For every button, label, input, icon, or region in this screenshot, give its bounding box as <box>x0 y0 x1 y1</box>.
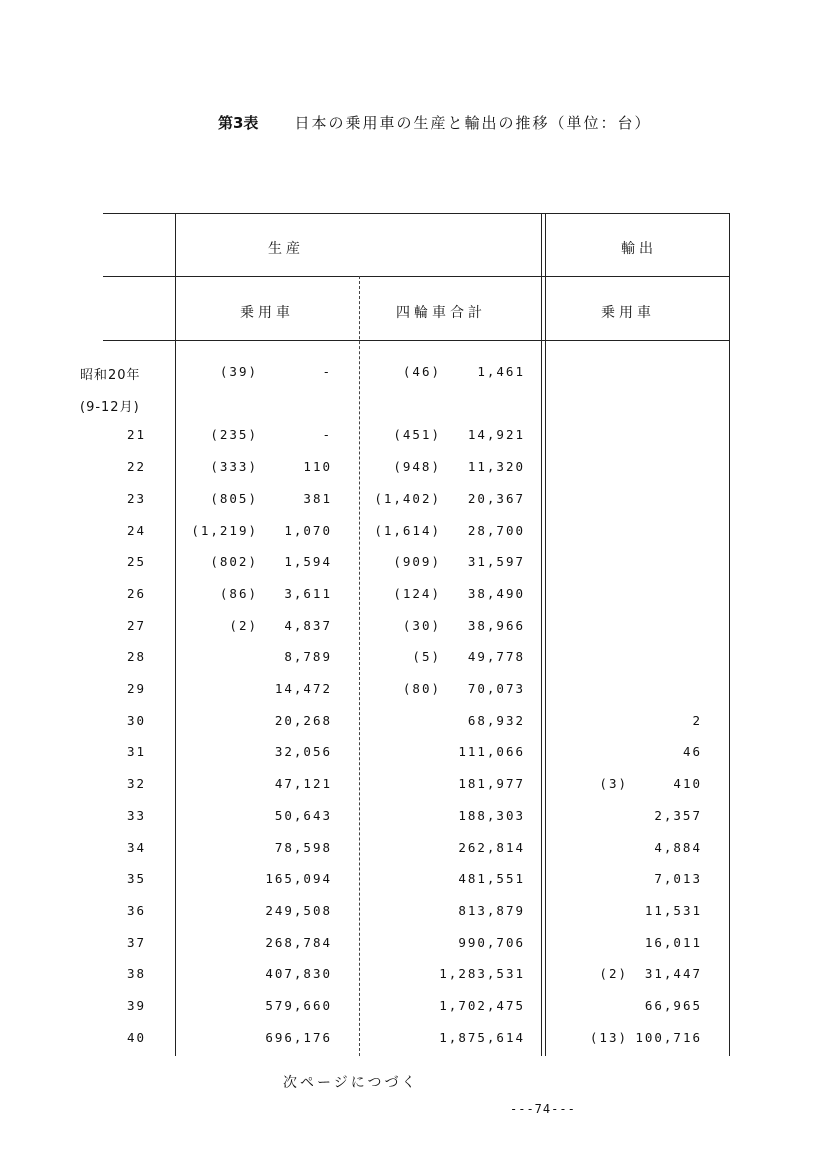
year-cell: 32 <box>126 776 146 792</box>
passenger-car-cell: 696,176 <box>265 1029 332 1045</box>
four-wheel-paren-cell: (948) <box>393 459 441 475</box>
passenger-car-paren-cell: (2) <box>229 617 258 633</box>
passenger-car-cell: 579,660 <box>265 998 332 1013</box>
export-cell: 66,965 <box>644 998 702 1013</box>
four-wheel-total-cell: 813,879 <box>458 902 525 918</box>
table-title-text: 日本の乗用車の生産と輸出の推移（単位：台） <box>294 114 652 132</box>
table-subheader-rule <box>103 340 730 341</box>
four-wheel-total-cell: 49,778 <box>467 649 525 665</box>
table-header-rule <box>103 276 730 277</box>
header-export: 輸出 <box>621 241 657 257</box>
four-wheel-total-cell: 38,490 <box>467 585 525 601</box>
four-wheel-paren-cell: (30) <box>402 617 441 633</box>
passenger-car-cell: 268,784 <box>265 934 332 950</box>
header-passenger-car: 乗用車 <box>240 305 294 321</box>
year-cell: 39 <box>126 998 146 1013</box>
four-wheel-total-cell: 262,814 <box>458 839 525 855</box>
export-cell: 4,884 <box>654 839 702 855</box>
passenger-car-cell: 4,837 <box>284 617 332 633</box>
four-wheel-total-cell: 1,875,614 <box>439 1029 525 1045</box>
year-cell: 28 <box>126 649 146 665</box>
year-cell: 29 <box>126 681 146 696</box>
continued-note: 次ページにつづく <box>283 1075 419 1091</box>
year-cell: 34 <box>126 839 146 855</box>
four-wheel-total-cell: 14,921 <box>467 427 525 443</box>
production-subcolumn-divider <box>359 276 360 1056</box>
export-cell: 7,013 <box>654 871 702 887</box>
year-cell: 22 <box>126 459 146 475</box>
export-cell: 2,357 <box>654 807 702 823</box>
passenger-car-cell: 381 <box>303 490 332 506</box>
four-wheel-paren-cell: (1,402) <box>374 490 441 506</box>
export-cell: 2 <box>692 712 702 728</box>
passenger-car-cell: 407,830 <box>265 966 332 982</box>
year-column-divider <box>175 213 176 1056</box>
year-cell: 33 <box>126 807 146 823</box>
year-cell: 23 <box>126 490 146 506</box>
year-cell: 27 <box>126 617 146 633</box>
four-wheel-paren-cell: (124) <box>393 585 441 601</box>
passenger-car-cell: 110 <box>303 459 332 475</box>
passenger-car-cell: 8,789 <box>284 649 332 665</box>
four-wheel-paren-cell: (80) <box>402 681 441 696</box>
year-cell: 37 <box>126 934 146 950</box>
passenger-car-cell: 50,643 <box>274 807 332 823</box>
export-cell: 410 <box>673 776 702 792</box>
four-wheel-total-cell: 1,461 <box>477 364 525 379</box>
year-cell: 26 <box>126 585 146 601</box>
passenger-car-paren-cell: (1,219) <box>191 522 258 538</box>
four-wheel-total-cell: 181,977 <box>458 776 525 792</box>
year-cell: 40 <box>126 1029 146 1045</box>
year-cell: 24 <box>126 522 146 538</box>
table-top-rule <box>103 213 730 214</box>
table-right-border <box>729 213 730 1056</box>
four-wheel-paren-cell: (1,614) <box>374 522 441 538</box>
export-cell: 100,716 <box>635 1029 702 1045</box>
export-column-divider-left <box>541 213 542 1056</box>
page-number: ---74--- <box>510 1102 576 1116</box>
year-cell: 30 <box>126 712 146 728</box>
export-cell: 16,011 <box>644 934 702 950</box>
passenger-car-cell: 1,070 <box>284 522 332 538</box>
passenger-car-cell: 3,611 <box>284 585 332 601</box>
year-cell: 38 <box>126 966 146 982</box>
year-cell: 31 <box>126 744 146 760</box>
export-cell: 31,447 <box>644 966 702 982</box>
four-wheel-total-cell: 38,966 <box>467 617 525 633</box>
passenger-car-paren-cell: (86) <box>219 585 258 601</box>
export-paren-cell: (3) <box>599 776 628 792</box>
four-wheel-total-cell: 28,700 <box>467 522 525 538</box>
passenger-car-cell: 1,594 <box>284 554 332 570</box>
four-wheel-total-cell: 111,066 <box>458 744 525 760</box>
four-wheel-total-cell: 990,706 <box>458 934 525 950</box>
table-title <box>218 112 651 133</box>
four-wheel-paren-cell: (5) <box>412 649 441 665</box>
year-cell: 昭和20年 <box>80 368 141 383</box>
passenger-car-paren-cell: (39) <box>219 364 258 379</box>
four-wheel-total-cell: 1,283,531 <box>439 966 525 982</box>
year-cell: (9-12月) <box>80 399 140 415</box>
export-paren-cell: (2) <box>599 966 628 982</box>
export-column-divider-right <box>545 213 546 1056</box>
four-wheel-paren-cell: (46) <box>402 364 441 379</box>
table-number: 第3表 <box>218 114 259 132</box>
four-wheel-paren-cell: (909) <box>393 554 441 570</box>
passenger-car-cell: 32,056 <box>274 744 332 760</box>
header-four-wheel-total: 四輪車合計 <box>396 305 486 321</box>
passenger-car-paren-cell: (333) <box>210 459 258 475</box>
four-wheel-total-cell: 11,320 <box>467 459 525 475</box>
year-cell: 36 <box>126 902 146 918</box>
passenger-car-paren-cell: (235) <box>210 427 258 443</box>
export-paren-cell: (13) <box>589 1029 628 1045</box>
passenger-car-cell: 165,094 <box>265 871 332 887</box>
header-export-passenger-car: 乗用車 <box>601 305 655 321</box>
four-wheel-paren-cell: (451) <box>393 427 441 443</box>
passenger-car-paren-cell: (802) <box>210 554 258 570</box>
four-wheel-total-cell: 20,367 <box>467 490 525 506</box>
four-wheel-total-cell: 68,932 <box>467 712 525 728</box>
passenger-car-cell: - <box>322 427 332 443</box>
passenger-car-cell: 47,121 <box>274 776 332 792</box>
year-cell: 35 <box>126 871 146 887</box>
passenger-car-cell: 20,268 <box>274 712 332 728</box>
four-wheel-total-cell: 1,702,475 <box>439 998 525 1013</box>
passenger-car-cell: - <box>322 364 332 379</box>
year-cell: 25 <box>126 554 146 570</box>
year-cell: 21 <box>126 427 146 443</box>
four-wheel-total-cell: 188,303 <box>458 807 525 823</box>
passenger-car-cell: 78,598 <box>274 839 332 855</box>
export-cell: 46 <box>682 744 702 760</box>
passenger-car-cell: 249,508 <box>265 902 332 918</box>
passenger-car-cell: 14,472 <box>274 681 332 696</box>
header-production: 生産 <box>268 241 304 257</box>
export-cell: 11,531 <box>644 902 702 918</box>
passenger-car-paren-cell: (805) <box>210 490 258 506</box>
four-wheel-total-cell: 31,597 <box>467 554 525 570</box>
four-wheel-total-cell: 481,551 <box>458 871 525 887</box>
four-wheel-total-cell: 70,073 <box>467 681 525 696</box>
